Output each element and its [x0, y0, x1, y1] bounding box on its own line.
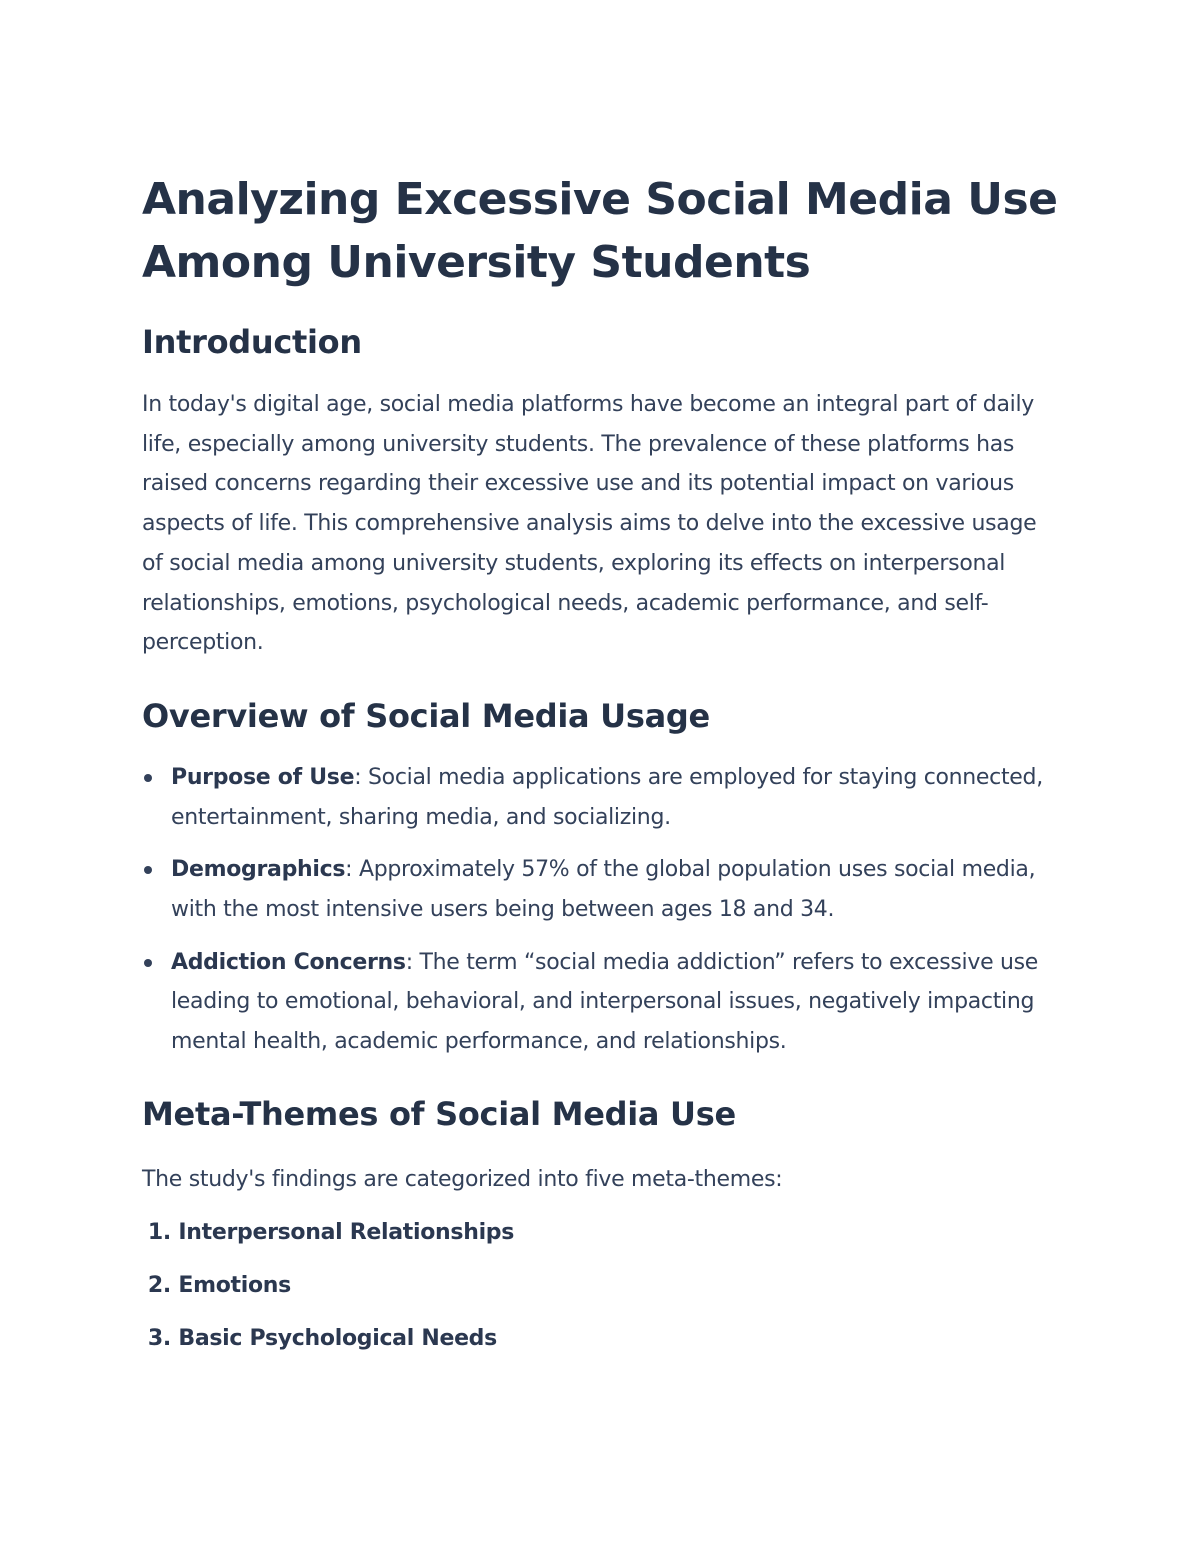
- bullet-text: : Approximately 57% of the global population uses social media, with the most intensive users being between ages 18 and 34.: [171, 857, 1036, 923]
- bullet-term: Demographics: [171, 857, 346, 883]
- bullet-text: : Social media applications are employed for staying connected, entertainment, sharing media, and socializing.: [171, 764, 1043, 830]
- bullet-dot-icon: [144, 866, 152, 874]
- overview-heading: Overview of Social Media Usage: [142, 696, 710, 735]
- introduction-paragraph: In today's digital age, social media platforms have become an integral part of daily life, especially among university students. The prevalence of these platforms has raised concerns regarding their excessive use and its potential impact on various aspects of life. This comprehensive analysis aims to delve into the excessive usage of social media among university students, exploring its effects on interpersonal relationships, emotions, psychological needs, academic performance, and self-perception.: [142, 392, 1037, 656]
- meta-themes-heading: Meta-Themes of Social Media Use: [142, 1094, 736, 1133]
- theme-number: 1.: [147, 1219, 171, 1245]
- theme-label: Basic Psychological Needs: [178, 1325, 497, 1351]
- bullet-text: : The term “social media addiction” refers to excessive use leading to emotional, behavioral, and interpersonal issues, negatively impacting mental health, academic performance, and relationships.: [171, 949, 1039, 1055]
- theme-label: Emotions: [178, 1272, 291, 1298]
- introduction-heading: Introduction: [142, 323, 362, 361]
- document-page: [142, 168, 1062, 1372]
- theme-item: [142, 1319, 1062, 1359]
- bullet-item-addiction: [142, 943, 1062, 1062]
- theme-number: 2.: [147, 1272, 171, 1298]
- bullet-dot-icon: [144, 959, 152, 967]
- document-title: Analyzing Excessive Social Media Use Among University Students: [142, 174, 1058, 288]
- bullet-dot-icon: [144, 774, 152, 782]
- overview-bullet-list: [142, 758, 1062, 1062]
- bullet-item-purpose: [142, 758, 1062, 837]
- theme-label: Interpersonal Relationships: [178, 1219, 515, 1245]
- meta-themes-list: [142, 1213, 1062, 1359]
- meta-themes-intro: The study's findings are categorized into five meta-themes:: [142, 1166, 783, 1192]
- bullet-term: Purpose of Use: [171, 764, 355, 790]
- theme-item: [142, 1266, 1062, 1306]
- bullet-term: Addiction Concerns: [171, 949, 406, 975]
- theme-item: [142, 1213, 1062, 1253]
- theme-number: 3.: [147, 1325, 171, 1351]
- bullet-item-demographics: [142, 850, 1062, 929]
